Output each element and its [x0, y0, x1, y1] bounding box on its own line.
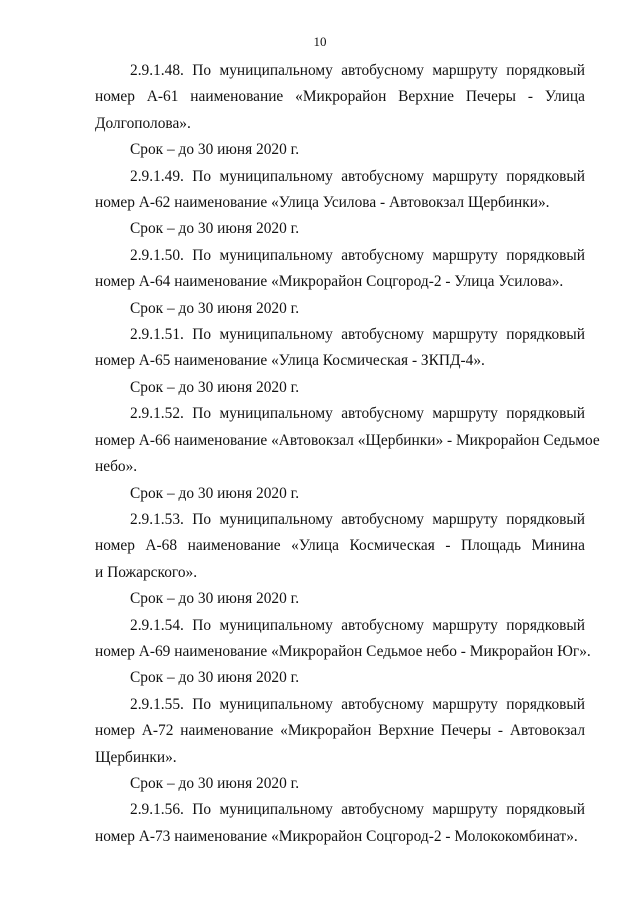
item-deadline: Срок – до 30 июня 2020 г.	[130, 378, 300, 396]
item-heading-line: 2.9.1.55. По муниципальному автобусному маршруту порядковый	[130, 695, 585, 713]
item-deadline: Срок – до 30 июня 2020 г.	[130, 669, 300, 687]
item-heading-line: 2.9.1.49. По муниципальному автобусному маршруту порядковый	[130, 167, 585, 185]
item-route-line: номер А-61 наименование «Микрорайон Верхние Печеры - Улица	[95, 88, 585, 106]
item-route-tail: и Пожарского».	[95, 563, 198, 581]
item-heading-line: 2.9.1.51. По муниципальному автобусному маршруту порядковый	[130, 326, 585, 344]
item-route-line: номер А-62 наименование «Улица Усилова - Автовокзал Щербинки».	[95, 194, 550, 212]
item-route-line: номер А-65 наименование «Улица Космическая - ЗКПД-4».	[95, 352, 485, 370]
route-item-a68	[95, 507, 585, 613]
route-item-a73	[95, 797, 585, 850]
item-deadline: Срок – до 30 июня 2020 г.	[130, 299, 300, 317]
item-route-line: номер А-66 наименование «Автовокзал «Щербинки» - Микрорайон Седьмое	[95, 431, 600, 449]
route-item-a72	[95, 692, 585, 798]
item-route-line: номер А-69 наименование «Микрорайон Седьмое небо - Микрорайон Юг».	[95, 642, 591, 660]
item-deadline: Срок – до 30 июня 2020 г.	[130, 220, 300, 238]
item-deadline: Срок – до 30 июня 2020 г.	[130, 141, 300, 159]
item-heading-line: 2.9.1.54. По муниципальному автобусному маршруту порядковый	[130, 616, 585, 634]
item-route-tail: Долгополова».	[95, 114, 191, 132]
item-heading-line: 2.9.1.52. По муниципальному автобусному маршруту порядковый	[130, 405, 585, 423]
route-item-a65	[95, 322, 585, 401]
page-number: 10	[313, 34, 327, 49]
item-heading-line: 2.9.1.56. По муниципальному автобусному маршруту порядковый	[130, 801, 585, 819]
item-heading-line: 2.9.1.53. По муниципальному автобусному маршруту порядковый	[130, 510, 585, 528]
item-route-tail: небо».	[95, 458, 138, 476]
item-route-line: номер А-73 наименование «Микрорайон Соцгород-2 - Молококомбинат».	[95, 827, 578, 845]
item-route-tail: Щербинки».	[95, 748, 177, 766]
item-heading-line: 2.9.1.50. По муниципальному автобусному маршруту порядковый	[130, 246, 585, 264]
route-item-a64	[95, 243, 585, 322]
route-item-a61	[95, 58, 585, 164]
item-route-line: номер А-68 наименование «Улица Космическая - Площадь Минина	[95, 537, 585, 555]
route-item-a69	[95, 613, 591, 692]
item-route-line: номер А-64 наименование «Микрорайон Соцгород-2 - Улица Усилова».	[95, 273, 564, 291]
item-deadline: Срок – до 30 июня 2020 г.	[130, 774, 300, 792]
route-item-a62	[95, 164, 585, 243]
route-item-a66	[95, 401, 600, 507]
document-body	[95, 58, 600, 850]
item-heading-line: 2.9.1.48. По муниципальному автобусному маршруту порядковый	[130, 62, 585, 79]
item-route-line: номер А-72 наименование «Микрорайон Верхние Печеры - Автовокзал	[95, 722, 585, 740]
item-deadline: Срок – до 30 июня 2020 г.	[130, 590, 300, 608]
item-deadline: Срок – до 30 июня 2020 г.	[130, 484, 300, 502]
